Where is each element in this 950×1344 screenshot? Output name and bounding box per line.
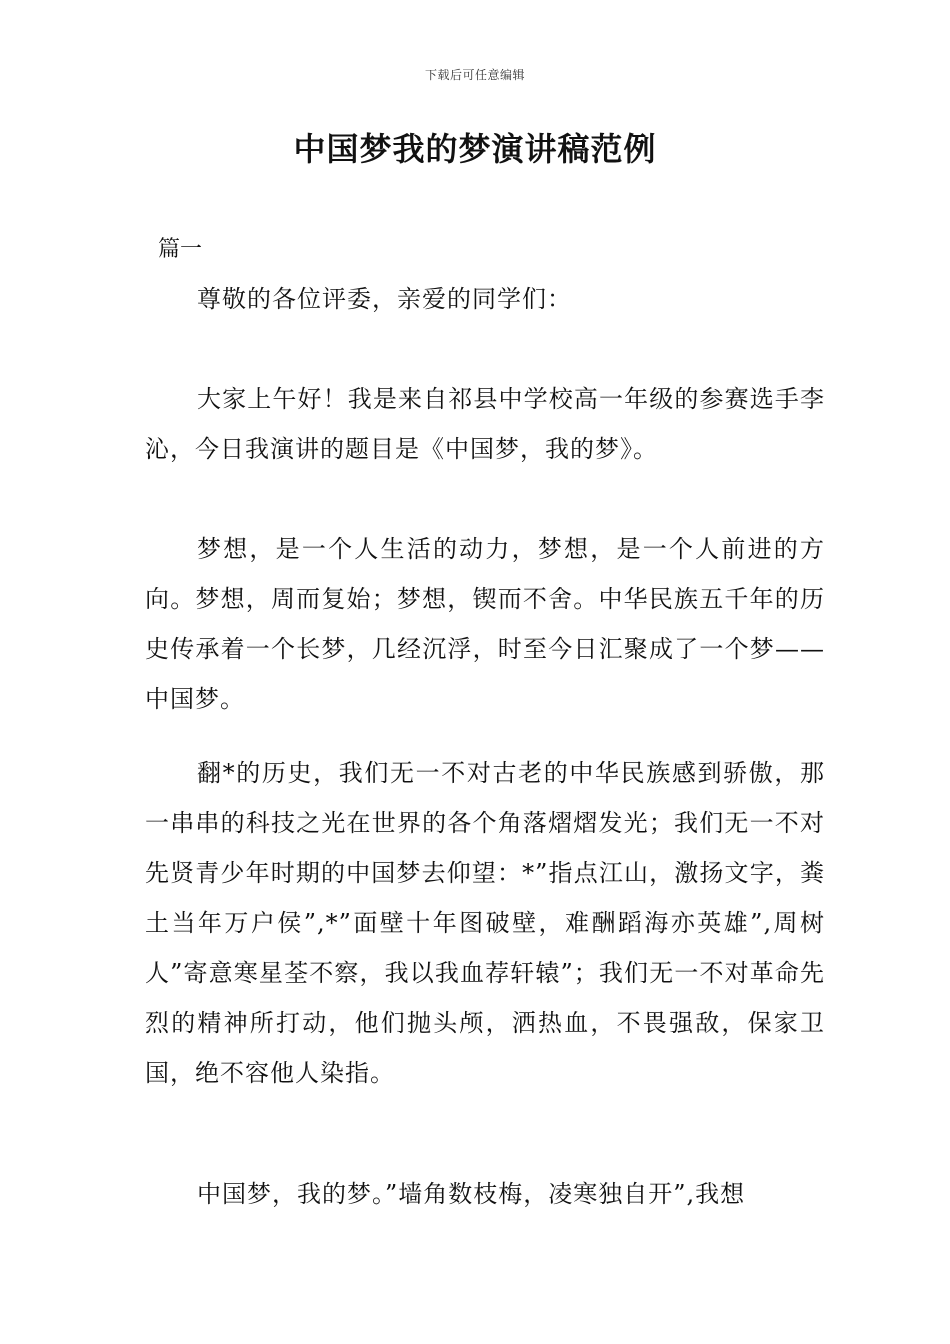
paragraph-dream: 梦想，是一个人生活的动力，梦想，是一个人前进的方向。梦想，周而复始；梦想，锲而不舍。中华民族五千年的历史传承着一个长梦，几经沉浮，时至今日汇聚成了一个梦——中国梦。 — [145, 535, 825, 713]
document-title: 中国梦我的梦演讲稿范例 — [293, 130, 657, 168]
paragraph-greeting: 尊敬的各位评委，亲爱的同学们： — [197, 285, 572, 313]
header-note: 下载后可任意编辑 — [424, 68, 525, 82]
paragraph-closing: 中国梦，我的梦。”墙角数枝梅，凌寒独自开”,我想 — [197, 1180, 746, 1208]
paragraph-intro: 大家上午好！我是来自祁县中学校高一年级的参赛选手李沁，今日我演讲的题目是《中国梦，我的梦》。 — [145, 385, 825, 463]
paragraph-history: 翻*的历史，我们无一不对古老的中华民族感到骄傲，那一串串的科技之光在世界的各个角落熠熠发光；我们无一不对先贤青少年时期的中国梦去仰望：*”指点江山，激扬文字，粪土当年万户侯”,*”面壁十年图破壁，难酬蹈海亦英雄”,周树人”寄意寒星荃不察，我以我血荐轩辕”；我们无一不对革命先烈的精神所打动，他们抛头颅，洒热血，不畏强敌，保家卫国，绝不容他人染指。 — [145, 759, 825, 1087]
section-label: 篇一 — [158, 237, 203, 262]
